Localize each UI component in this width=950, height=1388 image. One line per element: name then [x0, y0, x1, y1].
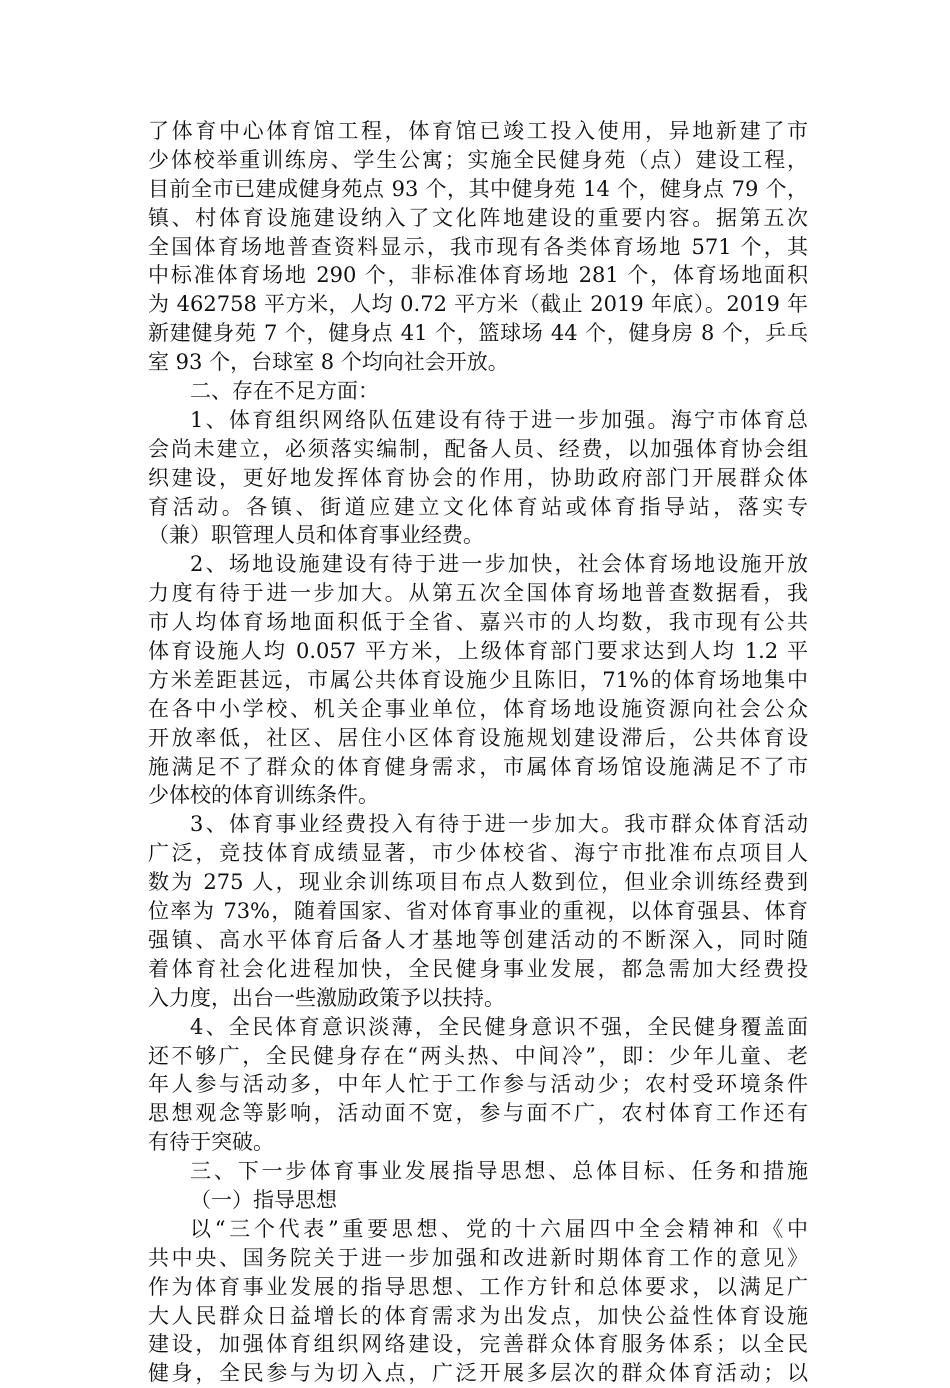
text-line: 数为 275 人，现业余训练项目布点人数到位，但业余训练经费到	[148, 870, 808, 895]
text-line: 3、体育事业经费投入有待于进一步加大。我市群众体育活动	[190, 812, 808, 837]
text-line: （一）指导思想	[190, 1187, 337, 1212]
text-line: 位率为 73%，随着国家、省对体育事业的重视，以体育强县、体育	[148, 899, 808, 924]
text-line: 市人均体育场地面积低于全省、嘉兴市的人均数，我市现有公共	[148, 610, 808, 635]
document-body	[148, 117, 808, 1388]
text-line: 力度有待于进一步加大。从第五次全国体育场地普查数据看，我	[148, 581, 808, 606]
text-line: 方米差距甚远，市属公共体育设施少且陈旧，71%的体育场地集中	[148, 667, 808, 692]
text-line: 大人民群众日益增长的体育需求为出发点，加快公益性体育设施	[148, 1303, 808, 1328]
text-line: 育活动。各镇、街道应建立文化体育站或体育指导站，落实专	[148, 494, 808, 519]
text-line: 会尚未建立，必须落实编制，配备人员、经费，以加强体育协会组	[148, 436, 808, 461]
text-line: 少体校举重训练房、学生公寓；实施全民健身苑（点）建设工程，	[148, 147, 808, 172]
text-line: 室 93 个，台球室 8 个均向社会开放。	[148, 350, 509, 375]
text-line: 强镇、高水平体育后备人才基地等创建活动的不断深入，同时随	[148, 927, 808, 952]
text-line: 还不够广，全民健身存在“两头热、中间冷”，即：少年儿童、老	[148, 1043, 808, 1068]
text-line: 体育设施人均 0.057 平方米，上级体育部门要求达到人均 1.2 平	[148, 639, 808, 664]
text-line: 2、场地设施建设有待于进一步加快，社会体育场地设施开放	[190, 552, 808, 577]
text-line: 了体育中心体育馆工程，体育馆已竣工投入使用，异地新建了市	[148, 119, 808, 143]
text-line: 思想观念等影响，活动面不宽，参与面不广，农村体育工作还有	[148, 1101, 808, 1126]
text-line: 有待于突破。	[148, 1130, 274, 1155]
text-line: 全国体育场地普查资料显示，我市现有各类体育场地 571 个，其	[148, 234, 808, 259]
text-line: 目前全市已建成健身苑点 93 个，其中健身苑 14 个，健身点 79 个，	[148, 176, 808, 201]
text-line: 广泛，竞技体育成绩显著，市少体校省、海宁市批准布点项目人	[148, 841, 808, 866]
text-line: 三、下一步体育事业发展指导思想、总体目标、任务和措施	[190, 1159, 808, 1184]
text-line: 健身，全民参与为切入点，广泛开展多层次的群众体育活动；以	[148, 1361, 808, 1386]
text-line: 开放率低，社区、居住小区体育设施规划建设滞后，公共体育设	[148, 725, 808, 750]
text-line: 施满足不了群众的体育健身需求，市属体育场馆设施满足不了市	[148, 754, 808, 779]
text-line: 年人参与活动多，中年人忙于工作参与活动少；农村受环境条件	[148, 1072, 808, 1097]
text-line: 入力度，出台一些激励政策予以扶持。	[148, 985, 505, 1010]
text-line: 以“三个代表”重要思想、党的十六届四中全会精神和《中	[190, 1216, 808, 1241]
text-line: 共中央、国务院关于进一步加强和改进新时期体育工作的意见》	[148, 1245, 808, 1270]
text-line: 织建设，更好地发挥体育协会的作用，协助政府部门开展群众体	[148, 465, 808, 490]
text-line: （兼）职管理人员和体育事业经费。	[148, 523, 484, 548]
text-line: 着体育社会化进程加快，全民健身事业发展，都急需加大经费投	[148, 956, 808, 981]
text-line: 中标准体育场地 290 个，非标准体育场地 281 个，体育场地面积	[148, 263, 808, 288]
text-line: 4、全民体育意识淡薄，全民健身意识不强，全民健身覆盖面	[190, 1014, 808, 1039]
text-line: 为 462758 平方米，人均 0.72 平方米（截止 2019 年底）。2019 年	[148, 292, 808, 317]
text-line: 二、存在不足方面：	[190, 379, 379, 404]
text-line: 新建健身苑 7 个，健身点 41 个，篮球场 44 个，健身房 8 个，乒乓	[148, 321, 808, 346]
text-line: 少体校的体育训练条件。	[148, 783, 379, 808]
text-line: 作为体育事业发展的指导思想、工作方针和总体要求，以满足广	[148, 1274, 808, 1299]
text-line: 建设，加强体育组织网络建设，完善群众体育服务体系；以全民	[148, 1332, 808, 1357]
text-line: 在各中小学校、机关企事业单位，体育场地设施资源向社会公众	[148, 696, 808, 721]
text-line: 镇、村体育设施建设纳入了文化阵地建设的重要内容。据第五次	[148, 205, 808, 230]
text-line: 1、体育组织网络队伍建设有待于进一步加强。海宁市体育总	[190, 407, 808, 432]
